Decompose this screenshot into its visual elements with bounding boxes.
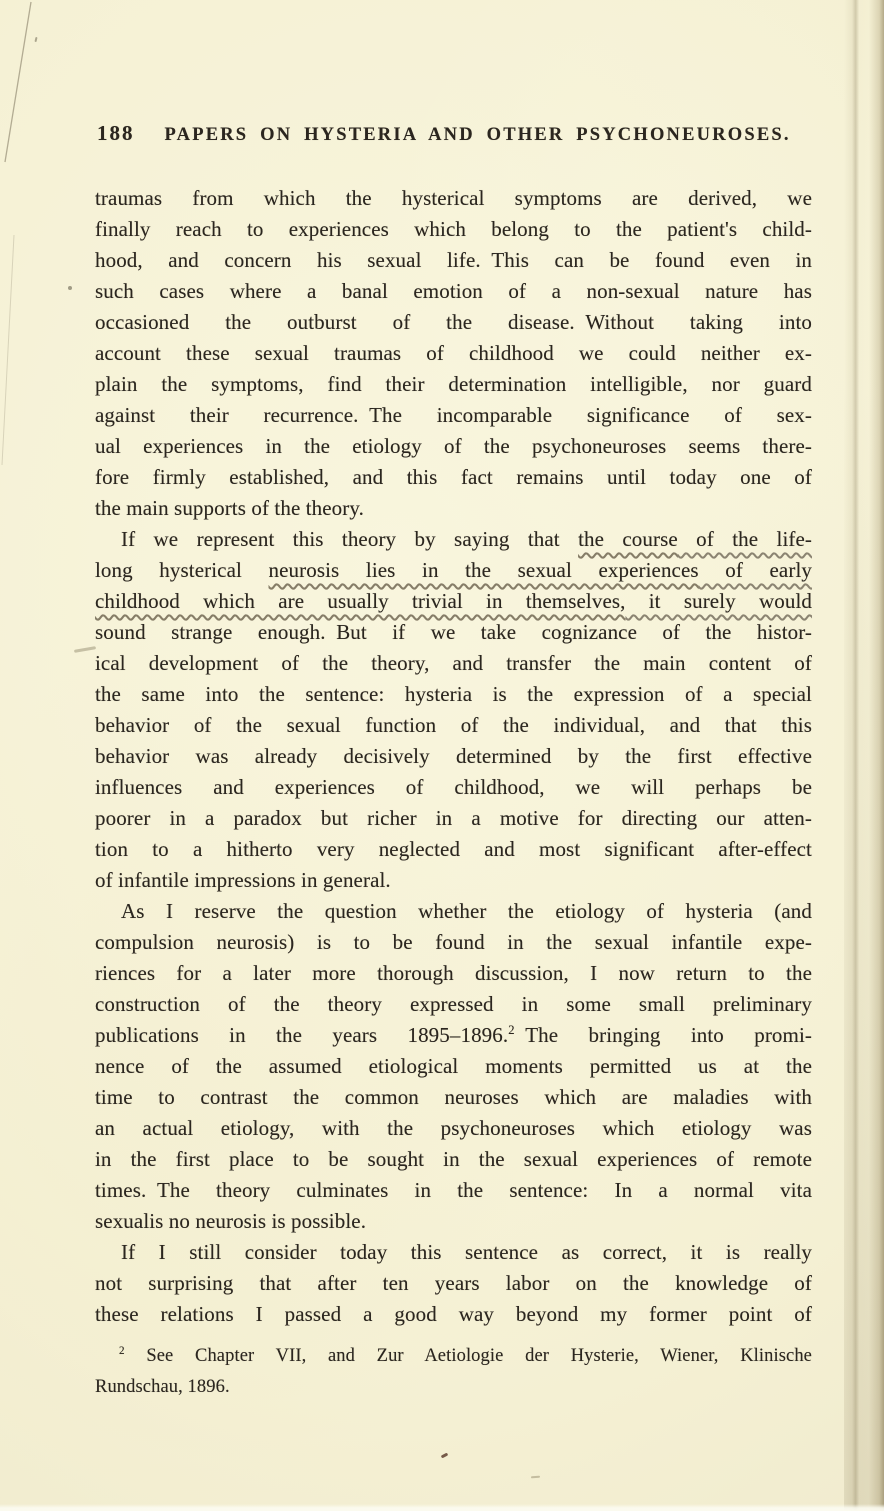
text-line — [95, 1372, 812, 1403]
text-segment: behavior of the sexual function of the individual, and that this — [95, 713, 812, 737]
text-line — [95, 586, 812, 617]
text-segment: The bringing into promi- — [514, 1023, 812, 1047]
text-segment: against their recurrence. The incomparable significance of sex- — [95, 403, 812, 427]
superscript: 2 — [508, 1023, 515, 1037]
text-line — [95, 369, 812, 400]
paragraph — [95, 1237, 812, 1330]
text-line — [95, 1341, 812, 1372]
text-segment: nence of the assumed etiological moments permitted us at the — [95, 1054, 812, 1078]
text-segment: occasioned the outburst of the disease. Without taking into — [95, 310, 812, 334]
text-line — [95, 493, 812, 524]
text-line — [95, 896, 812, 927]
page-crease-lines — [0, 0, 70, 500]
text-line — [95, 1082, 812, 1113]
text-line — [95, 803, 812, 834]
text-line — [95, 214, 812, 245]
text-segment: See Chapter VII, and Zur Aetiologie der Hysterie, Wiener, Klinische — [124, 1346, 812, 1366]
paragraph — [95, 183, 812, 524]
text-line — [95, 276, 812, 307]
text-segment: time to contrast the common neuroses which are maladies with — [95, 1085, 812, 1109]
text-segment: finally reach to experiences which belong to the patient's child- — [95, 217, 812, 241]
text-segment: Rundschau, 1896. — [95, 1377, 230, 1397]
text-segment: compulsion neurosis) is to be found in the sexual infantile expe- — [95, 930, 812, 954]
text-segment: fore firmly established, and this fact remains until today one of — [95, 465, 812, 489]
text-segment: of infantile impressions in general. — [95, 868, 391, 892]
text-segment: the same into the sentence: hysteria is the expression of a special — [95, 682, 812, 706]
pencil-underline: the course — [578, 527, 678, 551]
text-line — [95, 555, 812, 586]
text-segment: hood, and concern his sexual life. This can be found even in — [95, 248, 812, 272]
text-line — [95, 710, 812, 741]
text-line — [95, 245, 812, 276]
text-segment: behavior was already decisively determined by the first effective — [95, 744, 812, 768]
text-line — [95, 834, 812, 865]
text-line — [95, 958, 812, 989]
text-segment: plain the symptoms, find their determination intelligible, nor guard — [95, 372, 812, 396]
text-line — [95, 524, 812, 555]
text-segment: tion to a hitherto very neglected and most significant after-effect — [95, 837, 812, 861]
superscript: 2 — [119, 1344, 125, 1357]
text-segment: As I reserve the question whether the etiology of hysteria (and — [121, 899, 812, 923]
body-text — [95, 183, 812, 1330]
paragraph — [95, 524, 812, 896]
pencil-underline-faint: of the life- — [677, 527, 812, 551]
page-edge-right — [844, 0, 884, 1511]
text-line — [95, 648, 812, 679]
text-line — [95, 1237, 812, 1268]
pencil-margin-dot — [68, 286, 72, 290]
text-line — [95, 989, 812, 1020]
pencil-underline: childhood which are usually trivial in themselves, — [95, 589, 626, 613]
corner-speck — [34, 37, 37, 42]
text-segment: the main supports of the theory. — [95, 496, 364, 520]
text-line — [95, 431, 812, 462]
page-header — [97, 121, 814, 146]
text-line — [95, 400, 812, 431]
page-number: 188 — [97, 121, 135, 145]
text-segment: in the first place to be sought in the sexual experiences of remote — [95, 1147, 812, 1171]
text-line — [95, 1020, 812, 1051]
page-edge-bottom — [0, 1504, 884, 1511]
text-segment: If we represent this theory by saying that — [121, 527, 579, 551]
text-line — [95, 679, 812, 710]
text-line — [95, 338, 812, 369]
text-segment: long hysterical — [95, 558, 269, 582]
smudge-speck — [531, 1476, 540, 1479]
text-segment: sexualis no neurosis is possible. — [95, 1209, 367, 1233]
text-segment: sound strange enough. But if we take cognizance of the histor- — [95, 620, 812, 644]
footnote — [95, 1341, 812, 1403]
text-line — [95, 927, 812, 958]
text-line — [95, 741, 812, 772]
text-segment: poorer in a paradox but richer in a motive for directing our atten- — [95, 806, 812, 830]
text-segment: an actual etiology, with the psychoneuroses which etiology was — [95, 1116, 812, 1140]
text-line — [95, 1144, 812, 1175]
text-segment: account these sexual traumas of childhood we could neither ex- — [95, 341, 812, 365]
text-segment: these relations I passed a good way beyond my former point of — [95, 1302, 812, 1326]
running-title: PAPERS ON HYSTERIA AND OTHER PSYCHONEUROSES. — [164, 125, 791, 145]
text-segment: ual experiences in the etiology of the psychoneuroses seems there- — [95, 434, 812, 458]
pencil-underline-faint: it surely would — [625, 589, 813, 613]
text-line — [95, 183, 812, 214]
text-line — [95, 1268, 812, 1299]
text-line — [95, 307, 812, 338]
text-line — [95, 462, 812, 493]
text-line — [95, 1175, 812, 1206]
text-segment: ical development of the theory, and transfer the main content of — [95, 651, 812, 675]
text-line — [95, 865, 812, 896]
text-segment: publications in the years 1895–1896. — [95, 1023, 509, 1047]
text-segment: If I still consider today this sentence as correct, it is really — [121, 1240, 812, 1264]
text-segment: traumas from which the hysterical symptoms are derived, we — [95, 186, 812, 210]
text-segment: not surprising that after ten years labor on the knowledge of — [95, 1271, 812, 1295]
ink-speck — [441, 1453, 449, 1459]
text-segment: times. The theory culminates in the sentence: In a normal vita — [95, 1178, 812, 1202]
text-segment: riences for a later more thorough discussion, I now return to the — [95, 961, 812, 985]
text-line — [95, 1113, 812, 1144]
pencil-underline: neurosis lies in the sexual experiences — [268, 558, 699, 582]
text-line — [95, 1051, 812, 1082]
text-segment: such cases where a banal emotion of a non-sexual nature has — [95, 279, 812, 303]
paragraph — [95, 896, 812, 1237]
text-line — [95, 1299, 812, 1330]
pencil-underline-faint: of early — [698, 558, 812, 582]
text-segment: construction of the theory expressed in some small preliminary — [95, 992, 812, 1016]
text-line — [95, 772, 812, 803]
text-line — [95, 1206, 812, 1237]
text-line — [95, 617, 812, 648]
text-segment: influences and experiences of childhood, we will perhaps be — [95, 775, 812, 799]
pencil-margin-tick — [74, 646, 96, 653]
